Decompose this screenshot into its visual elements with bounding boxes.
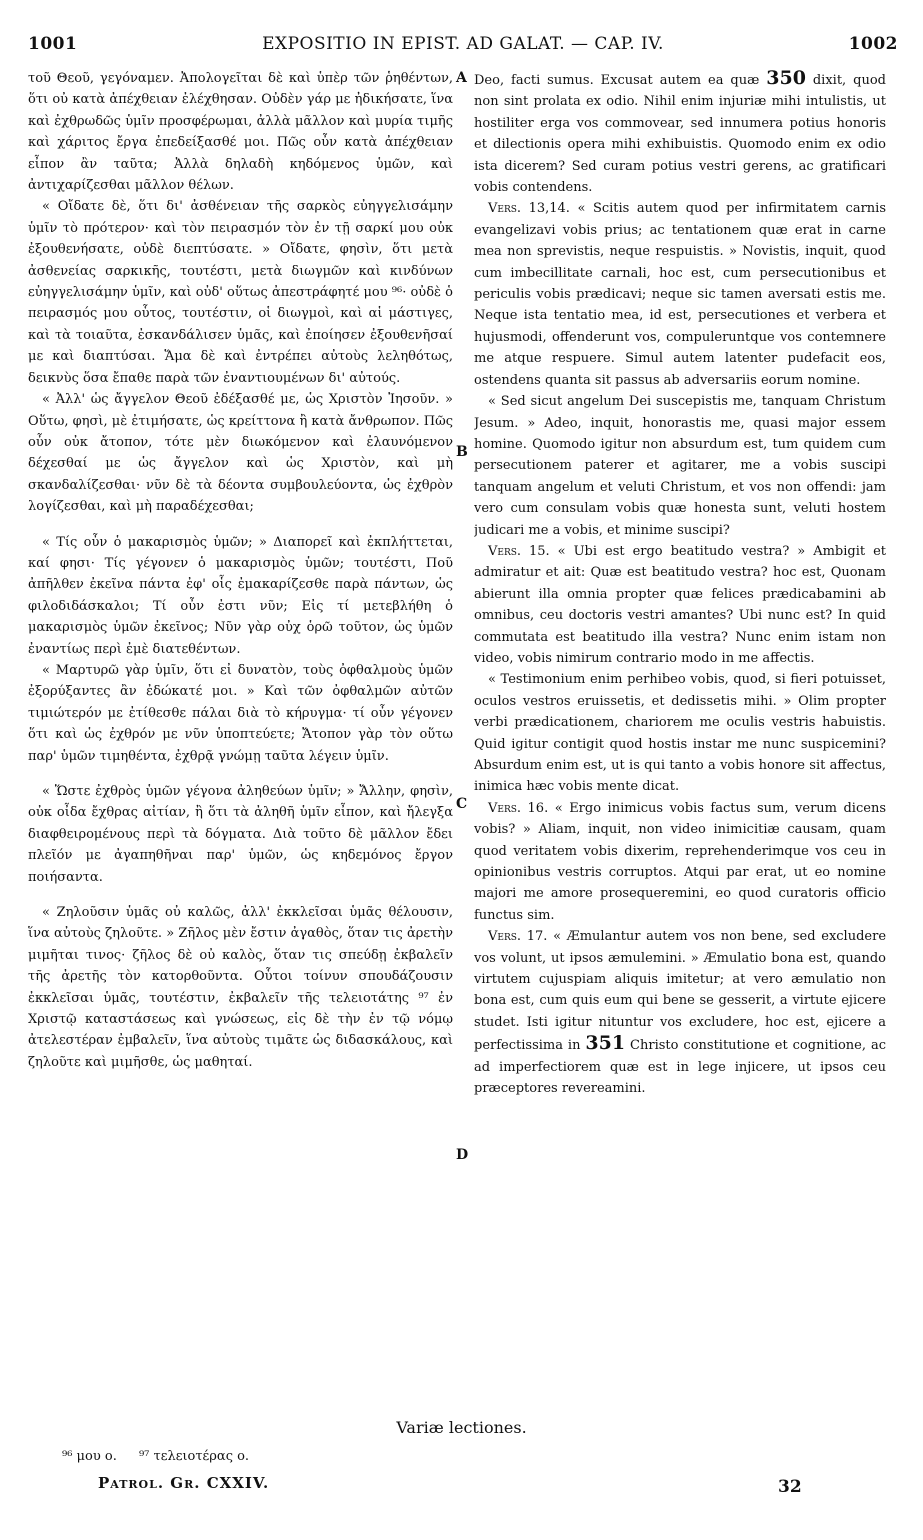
running-header [28,34,898,58]
greek-paragraph: « Μαρτυρῶ γὰρ ὑμῖν, ὅτι εἰ δυνατὸν, τοὺς ὀφθαλμοὺς ὑμῶν ἐξορύξαντες ἂν ἐδώκατέ μοι. » Καὶ τῶν ὀφθαλμῶν αὐτῶν τιμιώτερόν με ἐτίθεσθε πάλαι διὰ τὸ κήρυγμα· τί οὖν γέγονεν ὅτι καὶ ὡς ἐχθρόν με νῦν ὑποπτεύετε; Ἄτοπον γὰρ τὸν οὕτω παρ' ὑμῶν τιμηθέντα, ἐχθρᾷ γνώμῃ ταῦτα λέγειν ὑμῖν. [28,662,453,764]
greek-paragraph: « Οἴδατε δὲ, ὅτι δι' ἀσθένειαν τῆς σαρκὸς εὐηγγελισάμην ὑμῖν τὸ πρότερον· καὶ τὸν πειρασμόν τὸν ἐν τῇ σαρκί μου οὐκ ἐξουθενήσατε, οὐδὲ διεπτύσατε. » Οἴδατε, φησὶν, ὅτι μετὰ ἀσθενείας σαρκικῆς, τουτέστι, μετὰ διωγμῶν καὶ κινδύνων εὐηγγελισάμην ὑμῖν, καὶ οὐδ' οὕτως ἀπεστράφητέ μου ⁹⁶· οὐδὲ ὁ πειρασμός μου οὗτος, τουτέστιν, οἱ διωγμοὶ, καὶ αἱ μάστιγες, καὶ τὰ τοιαῦτα, ἐσκανδάλισεν ὑμᾶς, καὶ ἐποίησεν ἐξουθενῆσαί με καὶ διαπτύσαι. Ἅμα δὲ καὶ ἐντρέπει αὐτοὺς λεληθότως, δεικνὺς ὅσα ἔπαθε παρὰ τῶν ἐναντιουμένων δι' αὐτούς. [28,199,453,386]
latin-paragraph [474,68,886,198]
section-marker-d: D [456,1147,469,1163]
latin-paragraph [474,198,886,391]
column-number: 351 [585,1032,626,1055]
section-marker-c: C [456,796,468,812]
latin-column [474,68,886,1408]
greek-paragraph: « Ὥστε ἐχθρὸς ὑμῶν γέγονα ἀληθεύων ὑμῖν; » Ἄλλην, φησὶν, οὐκ οἶδα ἔχθρας αἰτίαν, ἢ ὅτι τὰ ἀληθῆ ὑμῖν εἶπον, καὶ ἤλεγξα διαφθειρομένους περὶ τὰ δόγματα. Διὰ τοῦτο δὲ μᾶλλον ἔδει πλεῖόν με ἀγαπηθῆναι παρ' ὑμῶν, ὡς κηδεμόνος ἔργον ποιήσαντα. [28,784,453,885]
footnote: ⁹⁶ μου ο. [62,1449,117,1464]
volume-signature: Patrol. Gr. CXXIV. [98,1474,270,1492]
sheet-signature: 32 [778,1477,802,1497]
greek-paragraph: « Ζηλοῦσιν ὑμᾶς οὐ καλῶς, ἀλλ' ἐκκλεῖσαι ὑμᾶς θέλουσιν, ἵνα αὐτοὺς ζηλοῦτε. » Ζῆλος μὲν ἔστιν ἀγαθὸς, ὅταν τις ἀρετὴν μιμῆται τινος· ζῆλος δὲ οὐ καλὸς, ὅταν τις σπεύδῃ ἐκβαλεῖν τῆς ἀρετῆς τὸν κατορθοῦντα. Οὗτοι τοίνυν σπουδάζουσιν ἐκκλεῖσαι ὑμᾶς, τουτέστιν, ἐκβαλεῖν τῆς τελειοτάτης ⁹⁷ ἐν Χριστῷ καταστάσεως καὶ γνώσεως, εἰς δὲ τὴν ἐν τῷ νόμῳ ἀτελεστέραν ἐμβαλεῖν, ἵνα αὐτοὺς τιμᾶτε ὡς διδασκάλους, καὶ ζηλοῦτε καὶ μιμῆσθε, ὡς μαθηταί. [28,905,453,1070]
greek-paragraph: τοῦ Θεοῦ, γεγόναμεν. Ἀπολογεῖται δὲ καὶ ὑπὲρ τῶν ῥηθέντων, ὅτι οὐ κατὰ ἀπέχθειαν ἐλέχθησαν. Οὐδὲν γάρ με ἠδικήσατε, ἵνα καὶ ἐχθρωδῶς ὑμῖν προσφέρωμαι, ἀλλὰ μᾶλλον καὶ μυρία τιμῆς καὶ χάριτος ἔργα ἐπεδείξασθέ μοι. Πῶς οὖν κατὰ ἀπέχθειαν εἶπον ἂν ταῦτα; Ἀλλὰ δηλαδὴ κηδόμενος ὑμῶν, καὶ ἀντιχαρίζεσθαι μᾶλλον θέλων. [28,71,453,194]
greek-column [28,68,453,1408]
latin-text: « Æmulantur autem vos non bene, sed excludere vos volunt, ut ipsos æmulemini. » Æmulatio bona est, quando virtutem cujuspiam aliquis imitetur; at vero æmulatio non bona est, cum quis eum qui bene se gesserit, a virtute ejicere studet. Isti igitur nituntur vos excludere, hoc est, ejicere a perfectissima in [474,929,886,1054]
greek-paragraph: « Ἀλλ' ὡς ἄγγελον Θεοῦ ἐδέξασθέ με, ὡς Χριστὸν Ἰησοῦν. » Οὕτω, φησὶ, μὲ ἐτιμήσατε, ὡς κρείττονα ἢ κατὰ ἄνθρωπον. Πῶς οὖν οὐκ ἄτοπον, τότε μὲν διωκόμενον καὶ ἐλαυνόμενον δέχεσθαί με ὡς ἄγγελον καὶ ὡς Χριστὸν, καὶ μὴ σκανδαλίζεσθαι· νῦν δὲ τὰ δέοντα συμβουλεύοντα, ὡς ἐχθρὸν λογίζεσθαι, καὶ μὴ παραδέχεσθαι; [28,392,453,515]
latin-text: « Ergo inimicus vobis factus sum, verum dicens vobis? » Aliam, inquit, non video inimicitiæ causam, quam quod veritatem vobis dixerim, reprehenderimque vos ceu in opinionibus vestris corruptos. Atqui par erat, ut eo nomine majori me amore prosequeremini, eo quod curatoris officio functus sim. [474,800,886,923]
verse-label: Vers. 16. [488,800,549,816]
latin-text: « Scitis autem quod per infirmitatem carnis evangelizavi vobis prius; ac tentationem quæ erat in carne mea non sprevistis, neque respuistis. » Novistis, inquit, quod cum imbecillitate carnali, hoc est, cum persecutionibus et periculis vobis prædicavi; neque sic tamen aversati estis me. Neque ista tentatio mea, id est, persecutiones et verbera et hujusmodi, offenderunt vos, compuleruntque vos contemnere me atque respuere. Simul autem latenter pudefacit eos, ostendens quanta sit passus ab adversariis eorum nomine. [474,201,886,388]
page-number-left: 1001 [28,34,78,54]
footnote: ⁹⁷ τελειοτέρας ο. [138,1449,250,1464]
latin-text: Deo, facti sumus. Excusat autem ea quæ [474,73,760,88]
column-number: 350 [766,68,806,89]
latin-paragraph [474,798,886,926]
verse-label: Vers. 13,14. [488,201,570,217]
section-marker-b: B [456,444,468,460]
page-number-right: 1002 [848,34,898,54]
running-title: EXPOSITIO IN EPIST. AD GALAT. — CAP. IV. [262,34,664,54]
latin-paragraph [474,541,886,669]
variae-lectiones-heading: Variæ lectiones. [396,1418,527,1437]
latin-paragraph [474,926,886,1099]
footnotes [62,1449,249,1464]
latin-text: « Ubi est ergo beatitudo vestra? » Ambigit et admiratur et ait: Quæ est beatitudo vestra? hoc est, Quonam abierunt illa omnia propter quæ felices prædicabamini ab omnibus, ceu doctoris vestri amantes? Ubi nunc est? In quid commutata est beatitudo illa vestra? Nunc enim istam non video, vobis nimirum contrario modo in me affectis. [474,543,886,666]
latin-paragraph: « Testimonium enim perhibeo vobis, quod, si fieri potuisset, oculos vestros eruissetis, et dedissetis mihi. » Olim propter verbi prædicationem, chariorem me oculis vestris habuistis. Quid igitur contigit quod hostis instar me nunc suspicemini? Absurdum enim est, ut is qui tanto a vobis honore sit affectus, inimica hæc vobis mente dicat. [474,672,886,795]
section-marker-a: A [456,70,467,86]
greek-paragraph: « Τίς οὖν ὁ μακαρισμὸς ὑμῶν; » Διαπορεῖ καὶ ἐκπλήττεται, καί φησι· Τίς γέγονεν ὁ μακαρισμὸς ὑμῶν; τουτέστι, Ποῦ ἀπῆλθεν ἐκεῖνα πάντα ἐφ' οἷς ἐμακαρίζεσθε παρὰ πάντων, ὡς φιλοδιδάσκαλοι; Τί οὖν ἐστι νῦν; Εἰς τί μετεβλήθη ὁ μακαρισμὸς ὑμῶν ἐκεῖνος; Νῦν γὰρ οὐχ ὁρῶ τοῦτον, ὡς ὑμῶν ἐναντίως περὶ ἐμὲ διατεθέντων. [28,534,453,657]
latin-text: dixit, quod non sint prolata ex odio. Nihil enim injuriæ mihi intulistis, ut hostiliter erga vos commovear, sed innumera potius honoris et dilectionis opera mihi exhibuistis. Quomodo enim ex odio ista dicerem? Sed curam potius vestri gerens, ac gratificari vobis contendens. [474,73,886,196]
verse-label: Vers. 17. [488,929,548,945]
latin-text: Christo constitutione et cognitione, ac ad imperfectiorem quæ est in lege injicere, ut ipsos ceu præceptores revereamini. [474,1038,886,1097]
verse-label: Vers. 15. [488,543,550,559]
latin-paragraph: « Sed sicut angelum Dei suscepistis me, tanquam Christum Jesum. » Adeo, inquit, honorastis me, quasi major essem homine. Quomodo igitur non absurdum est, tum quidem cum persecutionem paterer et agitarer, me a vobis suscipi tanquam angelum et veluti Christum, et vos non offendi: jam vero cum consulam vobis quæ honesta sunt, veluti hostem judicari me a vobis, et minime suscipi? [474,394,886,538]
